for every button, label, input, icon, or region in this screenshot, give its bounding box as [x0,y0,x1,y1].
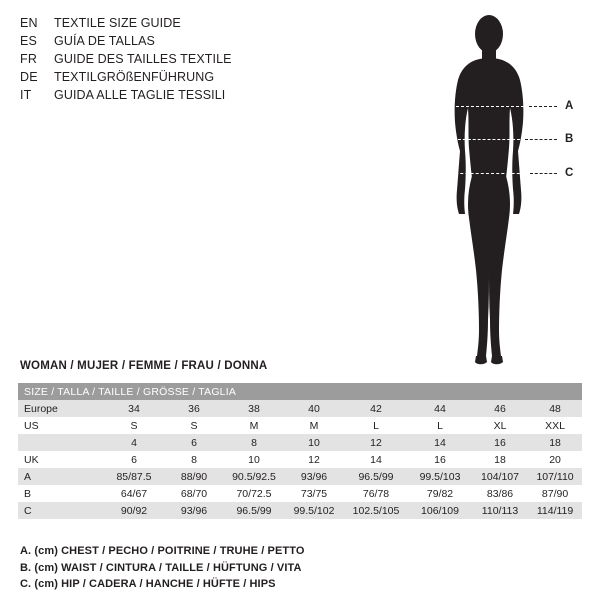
table-cell: 38 [224,400,284,417]
table-cell: 4 [104,434,164,451]
row-label [18,434,104,451]
language-code: IT [20,88,32,102]
measure-line-c-inner [450,173,530,174]
table-cell: S [104,417,164,434]
table-cell: 104/107 [472,468,528,485]
language-list [20,14,350,104]
table-cell: 99.5/103 [408,468,472,485]
table-cell: S [164,417,224,434]
table-cell: 107/110 [528,468,582,485]
table-cell: 96.5/99 [224,502,284,519]
row-label: US [18,417,104,434]
measure-line-b-outer [525,139,557,140]
table-cell: 16 [472,434,528,451]
table-cell: 83/86 [472,485,528,502]
measure-label-c: C [565,167,574,179]
table-cell: M [284,417,344,434]
table-cell: 90.5/92.5 [224,468,284,485]
table-cell: 76/78 [344,485,408,502]
measure-line-c-outer [530,173,557,174]
table-cell: L [408,417,472,434]
table-cell: 10 [284,434,344,451]
row-label: C [18,502,104,519]
table-cell: 96.5/99 [344,468,408,485]
table-row [18,434,582,451]
row-label: B [18,485,104,502]
table-cell: 8 [224,434,284,451]
table-cell: 36 [164,400,224,417]
measurement-notes [20,543,540,593]
language-row [20,32,350,50]
row-label: Europe [18,400,104,417]
section-title: WOMAN / MUJER / FEMME / FRAU / DONNA [20,360,268,372]
table-cell: 93/96 [164,502,224,519]
measure-line-a-inner [451,106,529,107]
language-title: GUÍA DE TALLAS [54,34,155,48]
table-cell: 6 [104,451,164,468]
language-code: ES [20,34,38,48]
table-cell: 40 [284,400,344,417]
table-cell: 70/72.5 [224,485,284,502]
table-cell: 18 [528,434,582,451]
table-header-label: SIZE / TALLA / TAILLE / GRÖSSE / TAGLIA [18,383,582,400]
table-cell: 20 [528,451,582,468]
language-code: FR [20,52,38,66]
table-cell: M [224,417,284,434]
table-row [18,400,582,417]
table-cell: 110/113 [472,502,528,519]
table-cell: 12 [284,451,344,468]
table-cell: L [344,417,408,434]
table-cell: 14 [344,451,408,468]
table-cell: 73/75 [284,485,344,502]
measure-line-a-outer [529,106,557,107]
language-title: TEXTILE SIZE GUIDE [54,16,181,30]
table-cell: 6 [164,434,224,451]
table-cell: 79/82 [408,485,472,502]
note-c: C. (cm) HIP / CADERA / HANCHE / HÜFTE / HIPS [20,578,276,590]
language-row [20,50,350,68]
table-cell: XL [472,417,528,434]
language-row [20,86,350,104]
table-cell: 8 [164,451,224,468]
table-cell: 90/92 [104,502,164,519]
table-cell: 14 [408,434,472,451]
table-row [18,451,582,468]
table-cell: 48 [528,400,582,417]
table-cell: 68/70 [164,485,224,502]
table-row [18,468,582,485]
row-label: UK [18,451,104,468]
table-cell: 106/109 [408,502,472,519]
table-cell: 46 [472,400,528,417]
language-row [20,68,350,86]
language-row [20,14,350,32]
language-title: GUIDA ALLE TAGLIE TESSILI [54,88,226,102]
table-cell: 85/87.5 [104,468,164,485]
size-table [18,383,582,519]
table-cell: 34 [104,400,164,417]
female-silhouette-icon [424,8,554,368]
table-cell: 87/90 [528,485,582,502]
table-cell: 88/90 [164,468,224,485]
table-cell: 16 [408,451,472,468]
table-cell: 12 [344,434,408,451]
table-cell: 64/67 [104,485,164,502]
table-cell: 102.5/105 [344,502,408,519]
table-row [18,502,582,519]
measure-line-b-inner [453,139,525,140]
note-a: A. (cm) CHEST / PECHO / POITRINE / TRUHE / PETTO [20,545,305,557]
table-header-row [18,383,582,400]
language-title: TEXTILGRÖßENFÜHRUNG [54,70,215,84]
measure-label-a: A [565,100,574,112]
note-b: B. (cm) WAIST / CINTURA / TAILLE / HÜFTUNG / VITA [20,561,302,574]
female-figure-diagram [400,8,590,368]
table-cell: XXL [528,417,582,434]
table-cell: 99.5/102 [284,502,344,519]
language-title: GUIDE DES TAILLES TEXTILE [54,52,232,66]
table-row [18,417,582,434]
table-cell: 44 [408,400,472,417]
table-cell: 93/96 [284,468,344,485]
row-label: A [18,468,104,485]
language-code: DE [20,70,38,84]
table-row [18,485,582,502]
table-cell: 114/119 [528,502,582,519]
table-cell: 10 [224,451,284,468]
language-code: EN [20,16,38,30]
table-cell: 18 [472,451,528,468]
measure-label-b: B [565,133,574,145]
table-cell: 42 [344,400,408,417]
